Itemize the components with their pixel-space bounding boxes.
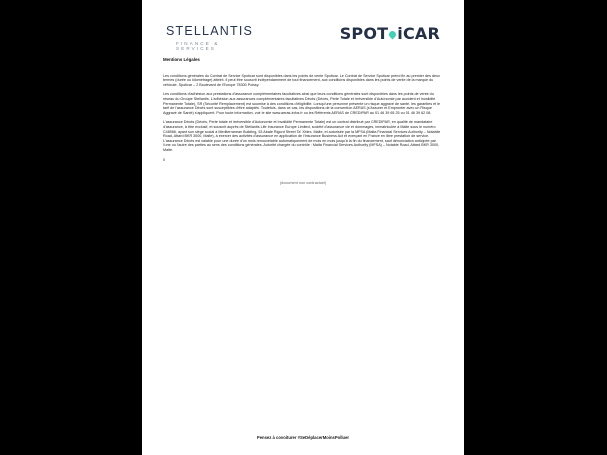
document-page <box>142 0 464 455</box>
spoticar-logo-part2: iCAR <box>397 24 440 43</box>
legal-content <box>163 58 443 167</box>
legal-paragraph: Les conditions d'adhésion aux prestations d'assurance complémentaires facultatives ainsi que leurs conditions générales sont disponibles dans les points de vente du réseau du Groupe Stellantis. L'adhésion aux assurances complémentaires facultatives Décès (Décès, Perte Totale et Irréversible d'Autonomie par accident et Invalidité Permanente Totale), SR (Sécurité Remplacement) est soumise à des conditions d'éligibilité. Lorsqu'une personne présente un risque aggravé de santé, les garanties et le tarif de l'assurance Décès sont susceptibles d'être adaptés. Toutefois, dans ce cas, les dispositions de la convention AERAS (s'Assurer et Emprunter avec un Risque Aggravé de Santé) s'appliquent. Pour toute information, voir le site www.aeras-infos.fr ou les Référents AERAS de CREDIPAR au 01 46 39 65 25 ou 01 46 39 62 08. <box>163 92 441 115</box>
legal-paragraph: Les conditions générales du Contrat de Service Spoticar sont disponibles dans les points de vente Spoticar. Le Contrat de Service Spoticar prend fin au premier des deux termes (durée ou kilométrage) atteint. Il peut être souscrit indépendamment de tout financement, aux conditions disponibles dans les points de vente de la marque du véhicule. Spoticar – 2 Boulevard de l'Europe 78300 Poissy. <box>163 73 440 87</box>
document-note: (document non contractuel) <box>279 181 327 185</box>
spoticar-logo <box>340 24 440 43</box>
stellantis-subtitle: FINANCE & SERVICES <box>176 41 220 51</box>
stellantis-name: STELLANTIS <box>166 24 254 38</box>
footer-slogan: Pensez à covoiturer #SeDéplacerMoinsPolluer <box>256 435 350 440</box>
legal-paragraph: 0 <box>163 157 166 162</box>
stellantis-logo <box>166 24 254 51</box>
section-title: Mentions Légales <box>163 57 200 62</box>
legal-paragraph: L'assurance Décès (Décès, Perte totale et irréversible d'Autonomie et Invalidité Permanente Totale) est un contrat distribué par CREDIPAR, en qualité de mandataire d'assurance, à titre exclusif, et souscrit auprès de Stellantis Life Insurance Europe Limited, société d'assurance vie et dommages, immatriculée à Malte sous le numéro C48966, ayant son siège social à Mediterranean Building, 53 Abate Rigord Street Ta' Xbiex, Malte, et autorisée par la MFSA (Malta Financial Services Authority – Notabile Road, Attard BKR 3000, Malte), à exercer des activités d'assurance en application de l'Insurance Business Act et exerçant en France en libre prestation de service. L'assurance Décès est valable pour une durée d'un mois renouvelable automatiquement de mois en mois jusqu'à la fin du financement, sauf dénonciation anticipée par l'une ou l'autre des parties au sens des conditions générales. Autorité chargée du contrôle : Malta Financial Services Authority (MFSA) – Notable Road, Attard BKR 3000, Malte. <box>163 120 441 152</box>
spoticar-logo-part1: SPOT <box>339 24 389 43</box>
